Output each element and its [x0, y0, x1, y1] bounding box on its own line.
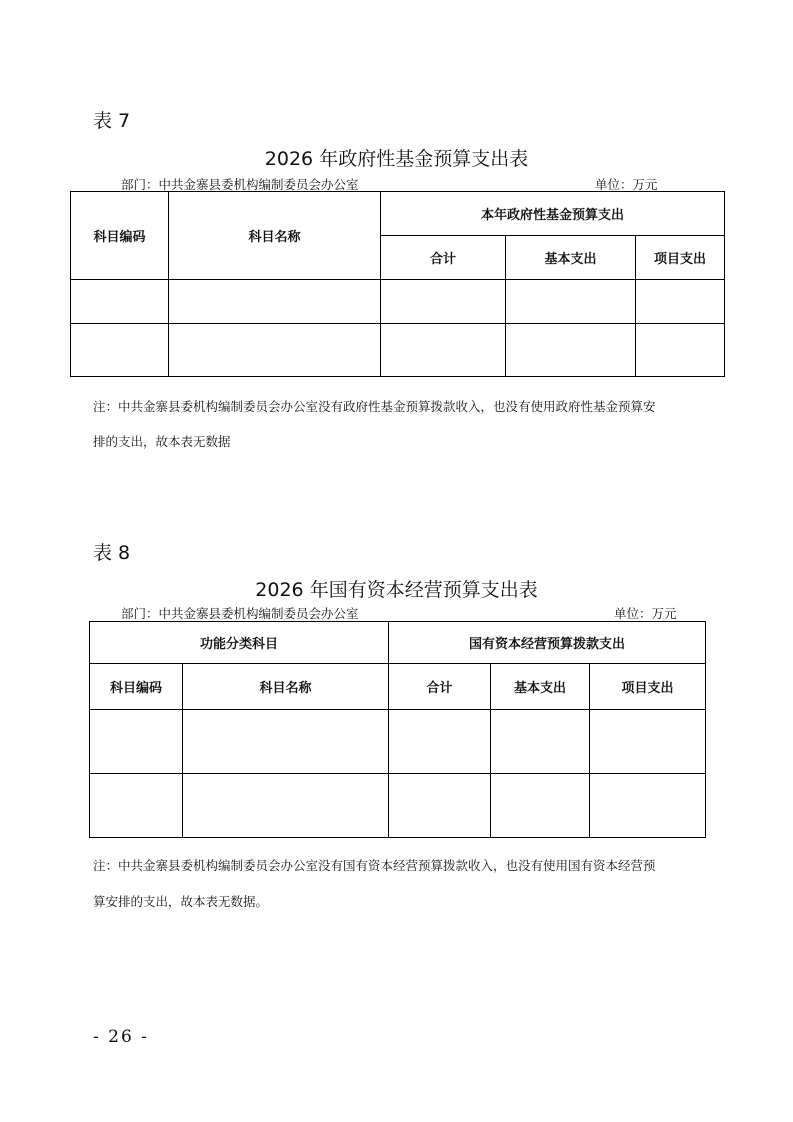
table-cell	[71, 280, 169, 324]
table7-header-name: 科目名称	[169, 192, 381, 280]
table7-header-group: 本年政府性基金预算支出	[381, 192, 725, 236]
table7-label: 表 7	[93, 110, 131, 132]
table7-department: 部门：中共金寨县委机构编制委员会办公室	[121, 177, 359, 192]
table8-header-project: 项目支出	[590, 664, 706, 710]
table8-header-code: 科目编码	[90, 664, 183, 710]
table8-note-line1: 注：中共金寨县委机构编制委员会办公室没有国有资本经营预算拨款收入，也没有使用国有资本经营预	[93, 858, 656, 873]
table-cell	[381, 280, 506, 324]
table-cell	[590, 710, 706, 774]
table8-label: 表 8	[93, 542, 131, 564]
table7-title: 2026 年政府性基金预算支出表	[264, 148, 529, 170]
table-cell	[169, 324, 381, 377]
table8-header-basic: 基本支出	[491, 664, 590, 710]
table7-note-line2: 排的支出，故本表无数据	[93, 434, 231, 449]
table-cell	[169, 280, 381, 324]
table-cell	[90, 710, 183, 774]
table-row	[71, 324, 725, 377]
table8-department: 部门：中共金寨县委机构编制委员会办公室	[121, 606, 359, 621]
table8-header-total: 合计	[389, 664, 491, 710]
table7-header-code: 科目编码	[71, 192, 169, 280]
page-number: - 26 -	[93, 1027, 149, 1047]
table8-title: 2026 年国有资本经营预算支出表	[255, 579, 538, 601]
table-row	[90, 774, 706, 838]
table7-header-basic: 基本支出	[506, 236, 636, 280]
table-cell	[590, 774, 706, 838]
table-cell	[71, 324, 169, 377]
table-cell	[506, 280, 636, 324]
table8-grid	[89, 621, 706, 838]
table8-note-line2: 算安排的支出，故本表无数据。	[93, 894, 269, 909]
table-cell	[183, 774, 389, 838]
table7-note-line1: 注：中共金寨县委机构编制委员会办公室没有政府性基金预算拨款收入，也没有使用政府性基金预算安	[93, 399, 656, 414]
table-row	[90, 710, 706, 774]
table7-header-total: 合计	[381, 236, 506, 280]
table-row	[71, 280, 725, 324]
table8-header-function: 功能分类科目	[90, 622, 389, 664]
table7-header-project: 项目支出	[636, 236, 725, 280]
table8-unit: 单位：万元	[614, 606, 677, 621]
table-cell	[389, 774, 491, 838]
table-cell	[381, 324, 506, 377]
table8-header-group: 国有资本经营预算拨款支出	[389, 622, 706, 664]
table-cell	[636, 280, 725, 324]
table-cell	[90, 774, 183, 838]
table-cell	[183, 710, 389, 774]
table7-unit: 单位：万元	[595, 177, 658, 192]
table-cell	[389, 710, 491, 774]
table-cell	[636, 324, 725, 377]
table-cell	[506, 324, 636, 377]
table8-header-name: 科目名称	[183, 664, 389, 710]
table-cell	[491, 710, 590, 774]
table-cell	[491, 774, 590, 838]
table7-grid	[70, 191, 725, 377]
